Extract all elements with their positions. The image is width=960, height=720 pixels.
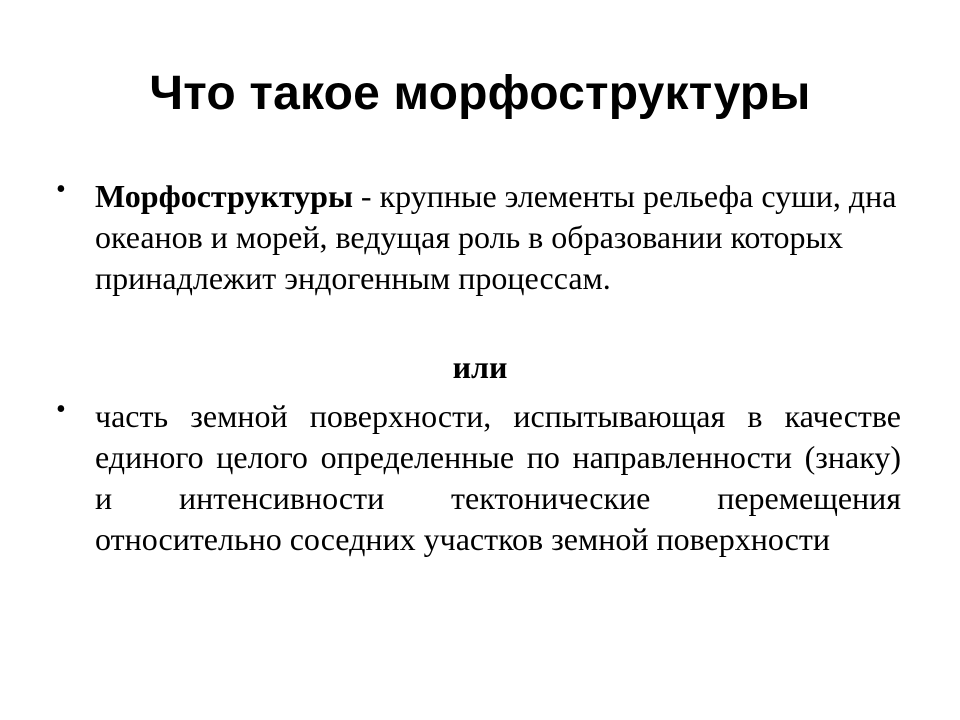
bullet-1-definition: - крупные элементы рельефа суши, дна океанов и морей, ведущая роль в образовании которых принадлежит эндогенным процессам. — [95, 178, 897, 296]
or-separator: или — [452, 349, 508, 385]
bullet-item-2: часть земной поверхности, испытывающая в качестве единого целого определенные по направленности (знаку) и интенсивности тектонические перемещения относительно соседних участков земной поверхности — [95, 398, 901, 557]
bullet-dot-1: • — [56, 174, 66, 205]
bullet-1-term: Морфоструктуры — [95, 178, 353, 214]
bullet-dot-2: • — [56, 394, 66, 425]
bullet-item-1 — [95, 176, 901, 299]
slide-title: Что такое морфоструктуры — [149, 67, 811, 120]
